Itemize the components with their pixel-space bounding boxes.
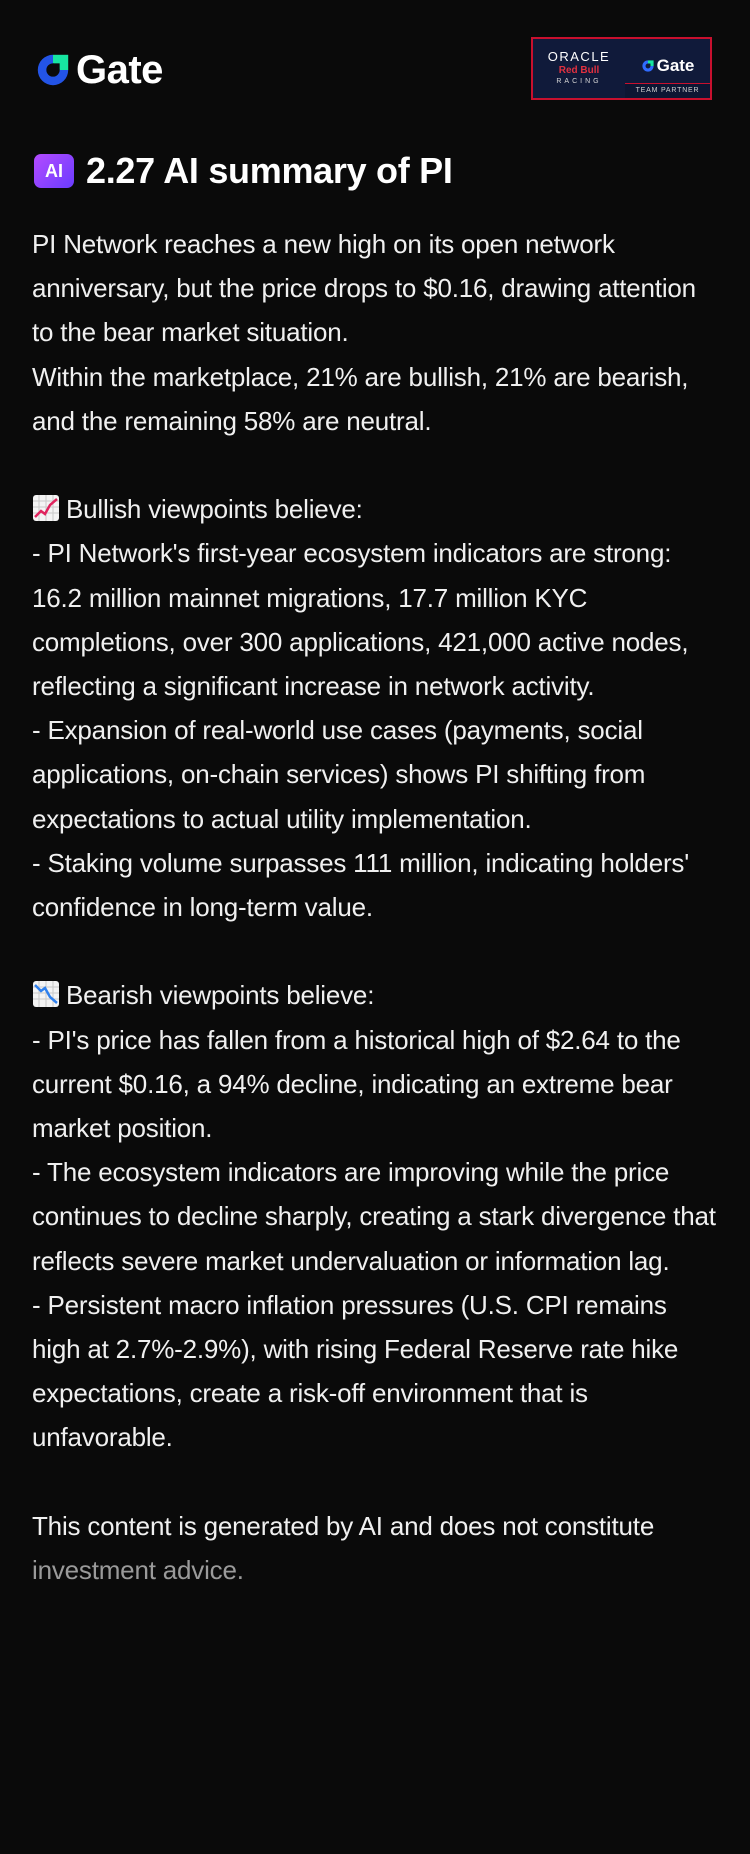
oracle-label: ORACLE: [547, 49, 611, 64]
gate-small-icon: [641, 59, 655, 73]
spacer: [32, 443, 722, 487]
redbull-label: Red Bull: [558, 65, 600, 76]
racing-label: RACING: [556, 78, 602, 85]
bullish-point-3: - Staking volume surpasses 111 million, indicating holders' confidence in long-term value.: [32, 847, 689, 923]
bearish-heading: [32, 973, 722, 1017]
brand-name: Gate: [76, 48, 163, 92]
gate-logo-icon: [34, 51, 72, 89]
summary-title-row: [34, 150, 453, 192]
gate-logo[interactable]: [34, 50, 163, 90]
disclaimer-line-2: investment advice.: [32, 1555, 244, 1586]
partner-gate-label: Gate: [656, 55, 695, 75]
team-partner-label: TEAM PARTNER: [625, 83, 710, 98]
spacer: [32, 929, 722, 973]
bullish-point-2: - Expansion of real-world use cases (payments, social applications, on-chain services) shows PI shifting from expectations to actual utility implementation.: [32, 715, 646, 834]
bearish-point-2: - The ecosystem indicators are improving while the price continues to decline sharply, creating a stark divergence that reflects severe market undervaluation or information lag.: [32, 1157, 716, 1276]
bullish-heading: [32, 487, 722, 531]
bearish-point-3: - Persistent macro inflation pressures (U.S. CPI remains high at 2.7%-2.9%), with rising Federal Reserve rate hike expectations, create a risk-off environment that is unfavorable.: [32, 1289, 679, 1453]
summary-content: [32, 222, 722, 1592]
partner-banner[interactable]: [531, 37, 712, 100]
intro-paragraph-2: Within the marketplace, 21% are bullish, 21% are bearish, and the remaining 58% are neutral.: [32, 361, 689, 436]
chart-decreasing-icon: [32, 980, 60, 1008]
bearish-point-1: - PI's price has fallen from a historical high of $2.64 to the current $0.16, a 94% decline, indicating an extreme bear market position.: [32, 1024, 681, 1144]
bullish-point-1: - PI Network's first-year ecosystem indicators are strong: 16.2 million mainnet migrations, 17.7 million KYC completions, over 300 applications, 421,000 active nodes, reflecting a significant increase in network activity.: [32, 538, 689, 702]
header: [0, 0, 750, 130]
ai-badge-icon: AI: [34, 154, 74, 188]
chart-increasing-icon: [32, 494, 60, 522]
spacer: [32, 1460, 722, 1504]
intro-paragraph-1: PI Network reaches a new high on its open network anniversary, but the price drops to $0.16, drawing attention to the bear market situation.: [32, 229, 696, 348]
partner-gate-logo: [625, 39, 710, 98]
bullish-heading-text: Bullish viewpoints believe:: [66, 494, 363, 525]
page-title: 2.27 AI summary of PI: [86, 150, 453, 191]
bearish-heading-text: Bearish viewpoints believe:: [66, 980, 375, 1011]
oracle-redbull-racing-logo: [533, 39, 625, 98]
disclaimer-line-1: This content is generated by AI and does not constitute: [32, 1510, 655, 1541]
